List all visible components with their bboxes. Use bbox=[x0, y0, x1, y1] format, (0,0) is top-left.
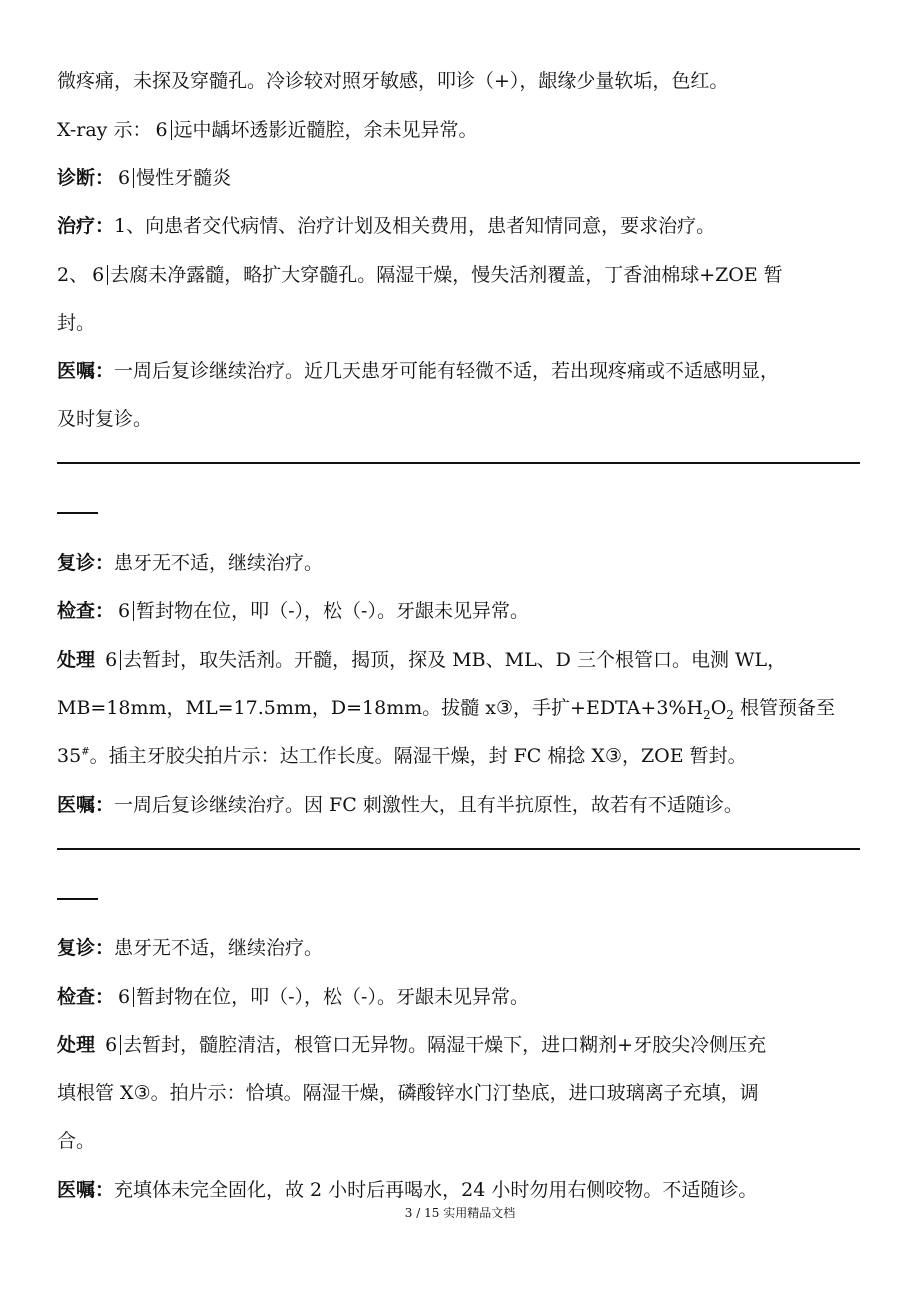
paragraph-symptoms bbox=[57, 68, 863, 94]
procedure-text-3a: 35 bbox=[57, 745, 82, 767]
paragraph-advice-cont bbox=[57, 406, 863, 432]
step2-prefix: 2、 bbox=[57, 264, 89, 286]
advice-label: 医嘱： bbox=[57, 360, 115, 382]
paragraph-xray bbox=[57, 117, 863, 143]
diagnosis-label: 诊断： bbox=[57, 167, 115, 189]
followup-text: 患牙无不适，继续治疗。 bbox=[114, 552, 324, 574]
xray-prefix: X-ray 示： bbox=[57, 119, 152, 141]
tooth-notation: 6 bbox=[90, 265, 108, 285]
step2-text: 去腐未净露髓，略扩大穿髓孔。隔湿干燥，慢失活剂覆盖，丁香油棉球+ZOE 暂 bbox=[110, 264, 783, 286]
treatment-label: 治疗： bbox=[57, 215, 115, 237]
xray-text: 远中龋坏透影近髓腔，余未见异常。 bbox=[173, 119, 478, 141]
section-divider bbox=[57, 848, 860, 850]
section-divider bbox=[57, 462, 860, 464]
followup-label: 复诊： bbox=[57, 552, 115, 574]
visit2-procedure-line3 bbox=[57, 1128, 863, 1154]
procedure-text-3: 合。 bbox=[57, 1130, 96, 1152]
exam-text: 暂封物在位，叩（-），松（-）。牙龈未见异常。 bbox=[136, 600, 529, 622]
visit2-procedure bbox=[57, 1032, 863, 1058]
visit2-exam bbox=[57, 984, 863, 1010]
step2-text-cont: 封。 bbox=[57, 312, 96, 334]
tooth-notation: 6 bbox=[116, 601, 134, 621]
visit1-followup bbox=[57, 550, 863, 576]
procedure-label: 处理 bbox=[57, 649, 96, 671]
visit2-advice bbox=[57, 1177, 863, 1203]
advice-label: 医嘱： bbox=[57, 1179, 115, 1201]
procedure-text-2b: O bbox=[710, 697, 727, 719]
paragraph-treatment-step2-cont bbox=[57, 310, 863, 336]
tooth-notation: 6 bbox=[153, 120, 171, 140]
procedure-text: 去暂封，髓腔清洁，根管口无异物。隔湿干燥下，进口糊剂+牙胶尖冷侧压充 bbox=[123, 1034, 767, 1056]
paragraph-advice bbox=[57, 358, 863, 384]
visit1-procedure bbox=[57, 647, 863, 673]
visit1-advice bbox=[57, 792, 863, 818]
paragraph-treatment bbox=[57, 213, 863, 239]
visit1-procedure-line2 bbox=[57, 695, 863, 721]
symptoms-text: 微疼痛，未探及穿髓孔。冷诊较对照牙敏感，叩诊（+），龈缘少量软垢，色红。 bbox=[57, 70, 729, 92]
section-divider-tail bbox=[57, 898, 98, 900]
diagnosis-text: 慢性牙髓炎 bbox=[136, 167, 232, 189]
visit2-procedure-line2 bbox=[57, 1080, 863, 1106]
tooth-notation: 6 bbox=[103, 650, 121, 670]
followup-text: 患牙无不适，继续治疗。 bbox=[114, 937, 324, 959]
exam-text: 暂封物在位，叩（-），松（-）。牙龈未见异常。 bbox=[136, 986, 529, 1008]
subscript: 2 bbox=[726, 707, 734, 722]
procedure-text-3b: 。插主牙胶尖拍片示：达工作长度。隔湿干燥，封 FC 棉捻 X③，ZOE 暂封。 bbox=[89, 745, 747, 767]
advice-text: 充填体未完全固化，故 2 小时后再喝水，24 小时勿用右侧咬物。不适随诊。 bbox=[114, 1179, 758, 1201]
advice-text-cont: 及时复诊。 bbox=[57, 408, 153, 430]
procedure-text-2c: 根管预备至 bbox=[733, 697, 835, 719]
visit1-procedure-line3 bbox=[57, 743, 863, 769]
paragraph-diagnosis bbox=[57, 165, 863, 191]
procedure-label: 处理 bbox=[57, 1034, 96, 1056]
procedure-text-2a: MB=18mm，ML=17.5mm，D=18mm。拔髓 x③，手扩+EDTA+3%H bbox=[57, 697, 704, 719]
page-footer: 3 / 15 实用精品文档 bbox=[404, 1206, 516, 1220]
treatment-text: 1、向患者交代病情、治疗计划及相关费用，患者知情同意，要求治疗。 bbox=[114, 215, 716, 237]
visit1-exam bbox=[57, 598, 863, 624]
superscript: # bbox=[81, 746, 90, 758]
exam-label: 检查： bbox=[57, 986, 115, 1008]
tooth-notation: 6 bbox=[116, 168, 134, 188]
subscript: 2 bbox=[703, 707, 711, 722]
followup-label: 复诊： bbox=[57, 937, 115, 959]
tooth-notation: 6 bbox=[103, 1035, 121, 1055]
procedure-text-2: 填根管 X③。拍片示：恰填。隔湿干燥，磷酸锌水门汀垫底，进口玻璃离子充填，调 bbox=[57, 1082, 759, 1104]
exam-label: 检查： bbox=[57, 600, 115, 622]
advice-text: 一周后复诊继续治疗。近几天患牙可能有轻微不适，若出现疼痛或不适感明显， bbox=[114, 360, 780, 382]
procedure-text: 去暂封，取失活剂。开髓，揭顶，探及 MB、ML、D 三个根管口。电测 WL， bbox=[123, 649, 787, 671]
visit2-followup bbox=[57, 935, 863, 961]
section-divider-tail bbox=[57, 512, 98, 514]
advice-label: 医嘱： bbox=[57, 794, 115, 816]
paragraph-treatment-step2 bbox=[57, 262, 863, 288]
tooth-notation: 6 bbox=[116, 987, 134, 1007]
advice-text: 一周后复诊继续治疗。因 FC 刺激性大，且有半抗原性，故若有不适随诊。 bbox=[114, 794, 743, 816]
